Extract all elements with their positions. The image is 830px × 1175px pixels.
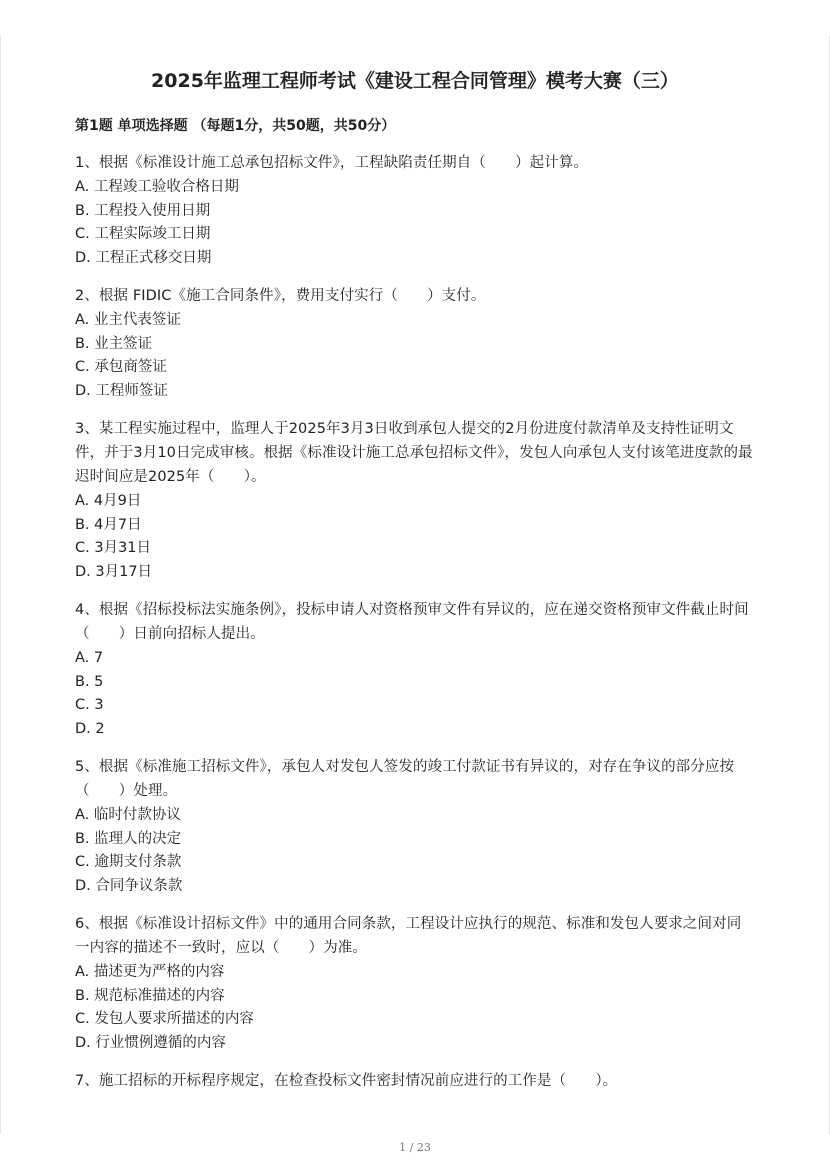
option-d: D. 3月17日 [75, 563, 153, 580]
page-edge-left [0, 36, 1, 1134]
question-7 [75, 1069, 755, 1093]
page-number: 1 / 23 [399, 1141, 431, 1154]
section-heading: 第1题 单项选择题 （每题1分，共50题，共50分） [75, 118, 396, 134]
option-a: A. 4月9日 [75, 493, 142, 509]
option-c: C. 3 [75, 697, 104, 713]
option-b: B. 工程投入使用日期 [75, 202, 211, 219]
option-d: D. 工程正式移交日期 [75, 249, 212, 266]
question-1 [75, 151, 755, 270]
option-a: A. 描述更为严格的内容 [75, 964, 225, 980]
question-6 [75, 912, 755, 1055]
question-stem: 2、根据 FIDIC《施工合同条件》，费用支付实行（ ）支付。 [75, 288, 486, 304]
option-a: A. 7 [75, 650, 104, 666]
document-page [75, 66, 755, 1107]
option-d: D. 2 [75, 720, 105, 737]
question-stem: 1、根据《标准设计施工总承包招标文件》，工程缺陷责任期自（ ）起计算。 [75, 155, 589, 171]
option-b: B. 5 [75, 673, 104, 690]
question-stem: 6、根据《标准设计招标文件》中的通用合同条款，工程设计应执行的规范、标准和发包人要求之间对同一内容的描述不一致时，应以（ ）为准。 [75, 916, 742, 956]
option-b: B. 监理人的决定 [75, 830, 182, 847]
option-c: C. 工程实际竣工日期 [75, 226, 211, 242]
question-stem: 7、施工招标的开标程序规定，在检查投标文件密封情况前应进行的工作是（ ）。 [75, 1073, 618, 1089]
option-b: B. 业主签证 [75, 335, 153, 352]
option-c: C. 逾期支付条款 [75, 854, 182, 870]
option-d: D. 工程师签证 [75, 382, 168, 399]
option-b: B. 规范标准描述的内容 [75, 987, 225, 1004]
question-4 [75, 598, 755, 741]
option-a: A. 业主代表签证 [75, 312, 181, 328]
question-stem: 5、根据《标准施工招标文件》，承包人对发包人签发的竣工付款证书有异议的，对存在争议的部分应按（ ）处理。 [75, 759, 735, 799]
question-5 [75, 755, 755, 898]
option-a: A. 工程竣工验收合格日期 [75, 179, 239, 195]
question-stem: 3、某工程实施过程中，监理人于2025年3月3日收到承包人提交的2月份进度付款清单及支持性证明文件，并于3月10日完成审核。根据《标准设计施工总承包招标文件》，发包人向承包人支付该笔进度款的最迟时间应是2025年（ ）。 [75, 421, 753, 485]
option-c: C. 承包商签证 [75, 359, 167, 375]
option-d: D. 行业惯例遵循的内容 [75, 1034, 226, 1051]
option-a: A. 临时付款协议 [75, 807, 181, 823]
option-b: B. 4月7日 [75, 516, 142, 533]
document-title: 2025年监理工程师考试《建设工程合同管理》模考大赛（三） [151, 70, 679, 92]
option-c: C. 发包人要求所描述的内容 [75, 1011, 254, 1027]
question-3 [75, 417, 755, 584]
option-d: D. 合同争议条款 [75, 877, 183, 894]
question-stem: 4、根据《招标投标法实施条例》，投标申请人对资格预审文件有异议的，应在递交资格预审文件截止时间（ ）日前向招标人提出。 [75, 602, 749, 642]
option-c: C. 3月31日 [75, 540, 152, 556]
question-2 [75, 284, 755, 403]
